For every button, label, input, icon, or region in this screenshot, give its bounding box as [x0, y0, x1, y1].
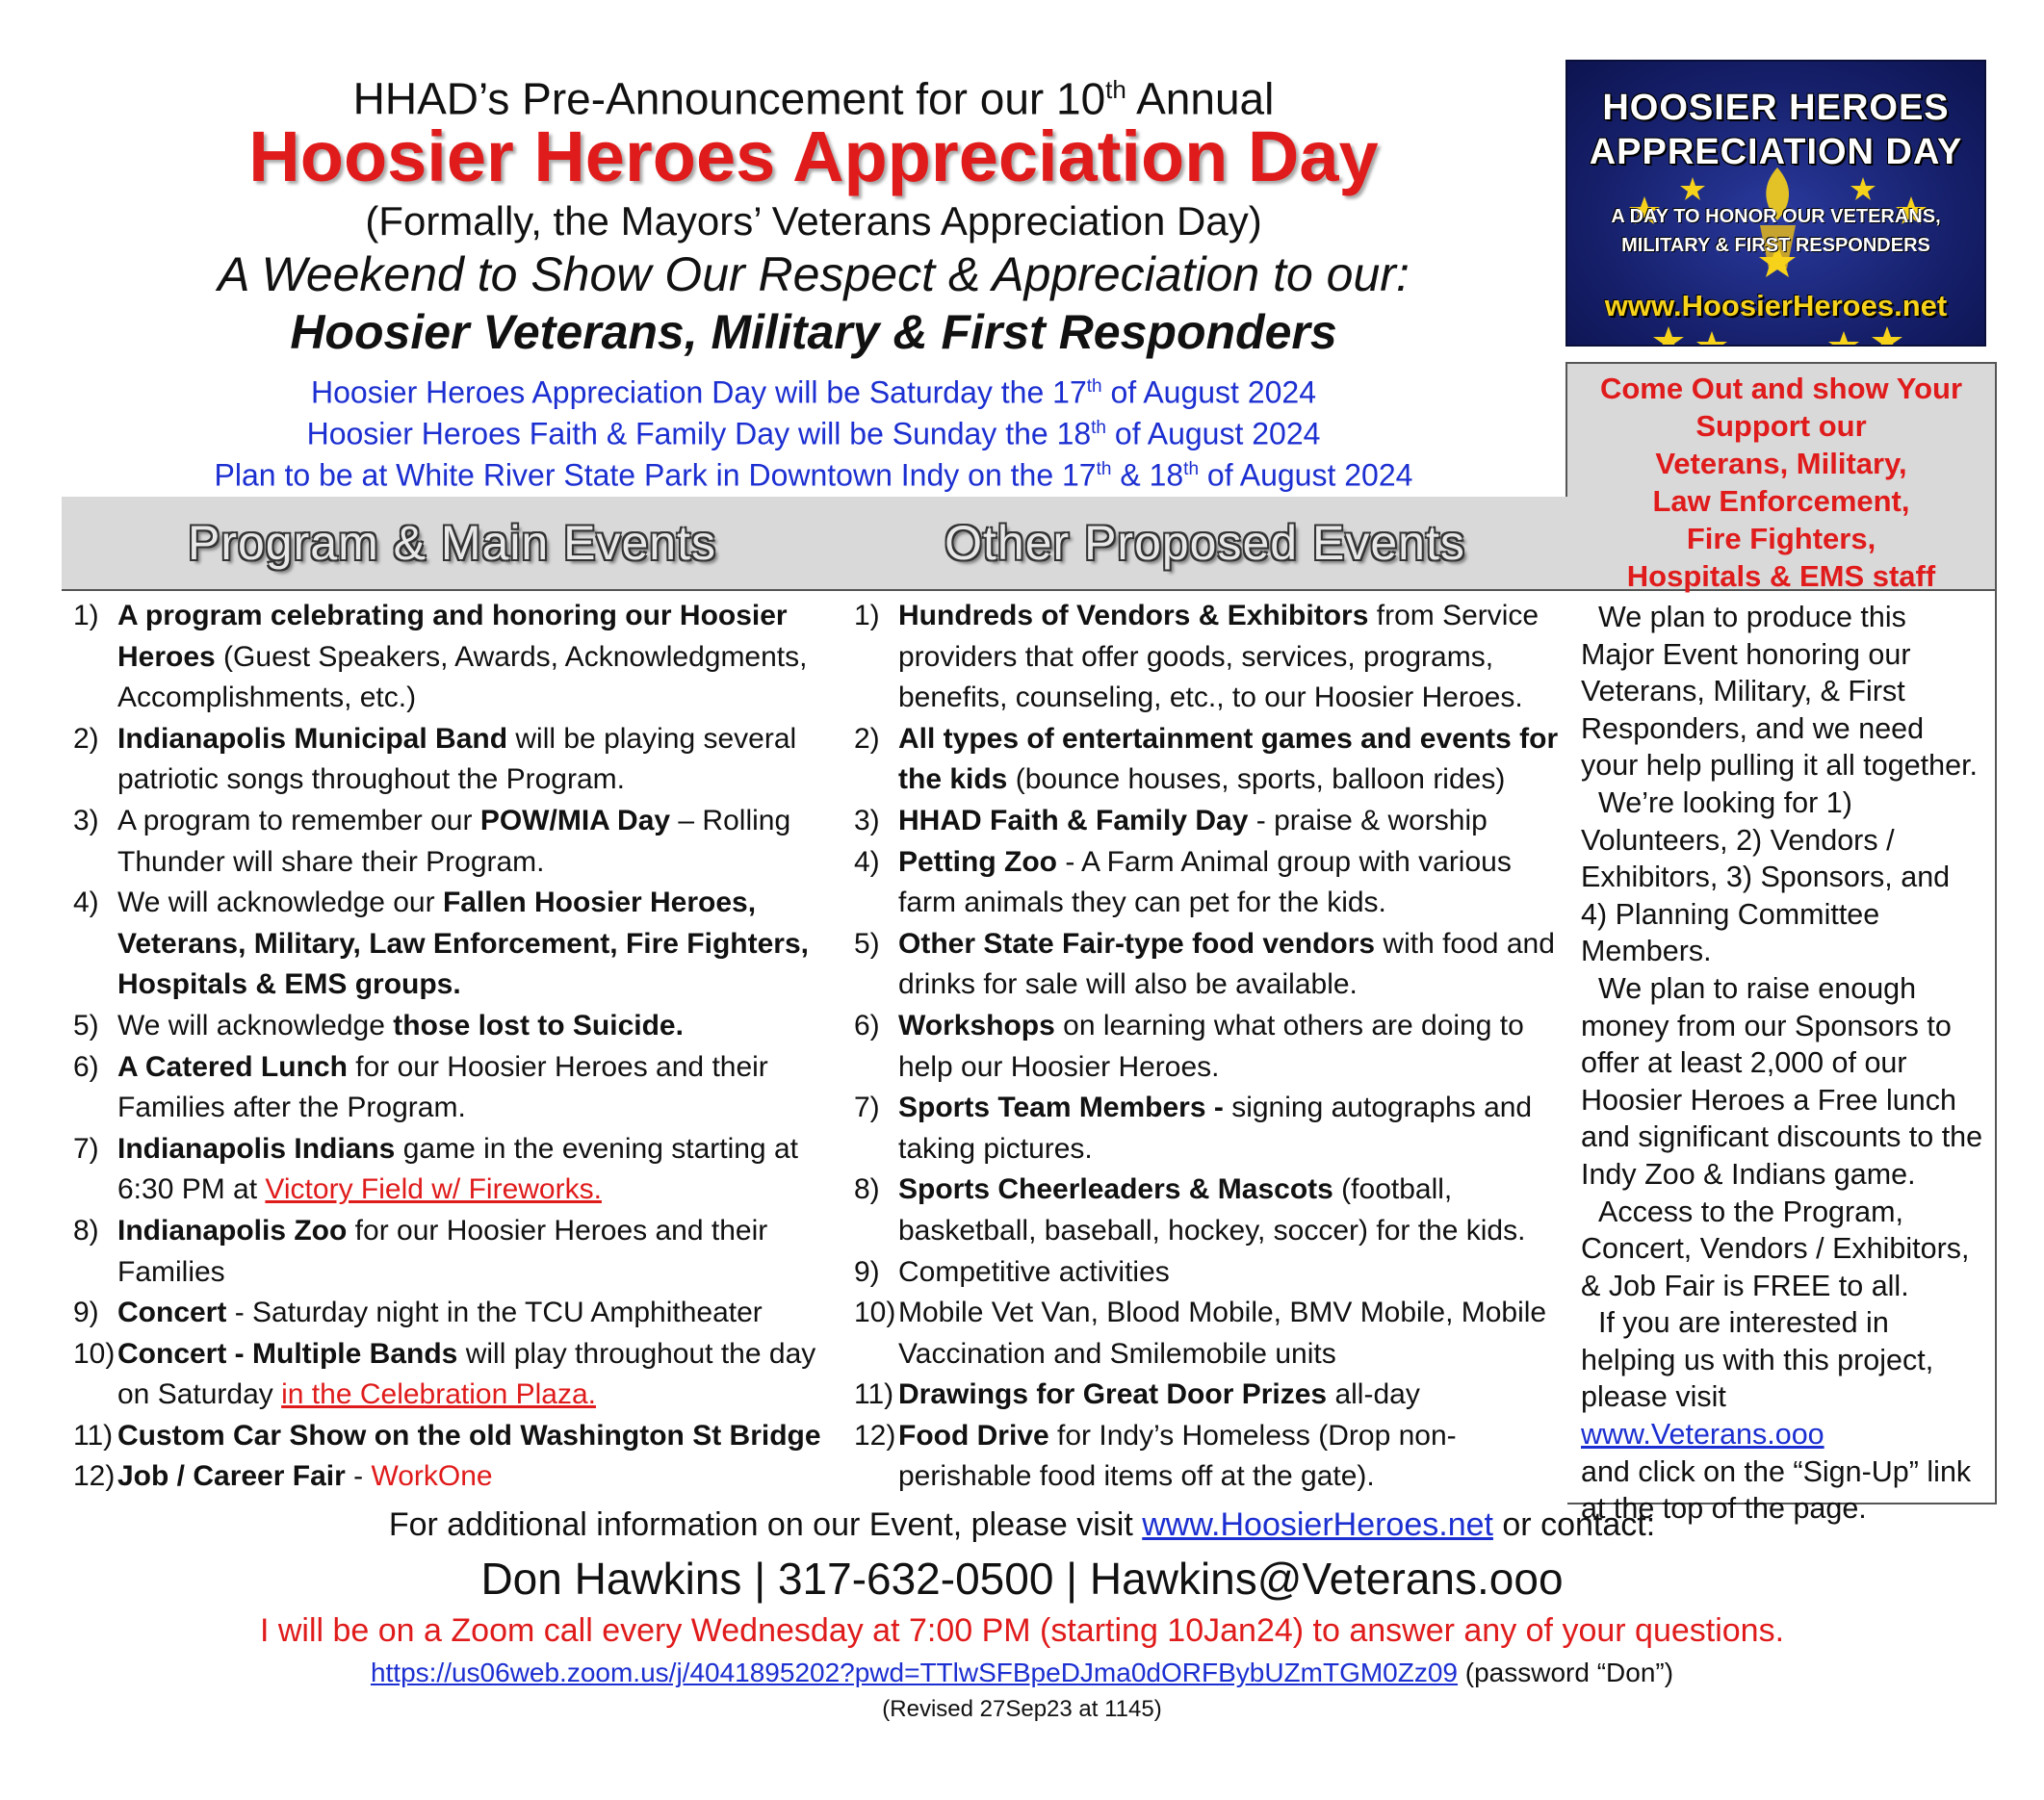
- callout-line: Fire Fighters,: [1686, 522, 1876, 555]
- logo-line-1: HOOSIER HEROES: [1602, 88, 1950, 128]
- event-title: Hoosier Heroes Appreciation Day: [248, 116, 1379, 196]
- list-item: 2) Indianapolis Municipal Band will be playing several patriotic songs throughout the Program.: [73, 722, 797, 796]
- logo-line-2: APPRECIATION DAY: [1589, 132, 1963, 172]
- other-events-heading: Other Proposed Events: [842, 497, 1567, 591]
- list-item: 12) Food Drive for Indy’s Homeless (Drop non-perishable food items off at the gate).: [854, 1419, 1457, 1493]
- callout-line: Hospitals & EMS staff: [1626, 559, 1936, 593]
- logo-subtitle-2: MILITARY & FIRST RESPONDERS: [1621, 235, 1930, 256]
- list-item: 9) Concert - Saturday night in the TCU Amphitheater: [73, 1297, 763, 1329]
- pre-announcement: HHAD’s Pre-Announcement for our 10th Annual: [352, 73, 1275, 124]
- sidebar-paragraph: We plan to produce this Major Event honoring our Veterans, Military, & First Responders, and we need your help pulling it all together.: [1581, 601, 1979, 783]
- sidebar-paragraph: and click on the “Sign-Up” link at the top of the page.: [1581, 1454, 1972, 1526]
- program-list: [62, 596, 842, 1498]
- callout-line: Come Out and show Your: [1599, 372, 1963, 405]
- list-item: 11) Custom Car Show on the old Washington St Bridge: [73, 1419, 821, 1452]
- more-info-line: For additional information on our Event, please visit www.HoosierHeroes.net or contact:: [388, 1506, 1656, 1543]
- callout-line: Veterans, Military,: [1655, 447, 1907, 480]
- list-item: 4) We will acknowledge our Fallen Hoosier Heroes, Veterans, Military, Law Enforcement, Fire Fighters, Hospitals & EMS groups.: [73, 887, 809, 1001]
- list-item: 10) Concert - Multiple Bands will play throughout the day on Saturday in the Celebration Plaza.: [73, 1337, 816, 1411]
- logo-url: www.HoosierHeroes.net: [1604, 289, 1948, 322]
- list-item: 7) Sports Team Members - signing autographs and taking pictures.: [854, 1092, 1533, 1165]
- zoom-password: (password “Don”): [1458, 1658, 1674, 1687]
- list-item: 7) Indianapolis Indians game in the evening starting at 6:30 PM at Victory Field w/ Fireworks.: [73, 1132, 798, 1206]
- sidebar-paragraph: We’re looking for 1) Volunteers, 2) Vendors / Exhibitors, 3) Sponsors, and 4) Planning Committee Members.: [1581, 785, 1951, 968]
- list-item: 6) A Catered Lunch for our Hoosier Heroes and their Families after the Program.: [73, 1050, 768, 1124]
- list-item: 10) Mobile Vet Van, Blood Mobile, BMV Mobile, Mobile Vaccination and Smilemobile units: [854, 1297, 1547, 1370]
- program-heading: Program & Main Events: [62, 497, 844, 591]
- list-item: 2) All types of entertainment games and events for the kids (bounce houses, sports, balloon rides): [854, 722, 1559, 796]
- sidebar-paragraph: We plan to raise enough money from our Sponsors to offer at least 2,000 of our Hoosier Heroes a Free lunch and significant discounts to the Indy Zoo & Indians game.: [1581, 971, 1983, 1191]
- list-item: 4) Petting Zoo - A Farm Animal group with various farm animals they can pet for the kids.: [854, 845, 1512, 919]
- list-item: 9) Competitive activities: [854, 1255, 1170, 1288]
- date-line-sunday: Hoosier Heroes Faith & Family Day will be Sunday the 18th of August 2024: [306, 416, 1321, 451]
- veterans-link[interactable]: www.Veterans.ooo: [1581, 1418, 1824, 1452]
- sidebar-paragraph: If you are interested in helping us with this project, please visit: [1581, 1306, 1934, 1414]
- list-item: 3) A program to remember our POW/MIA Day – Rolling Thunder will share their Program.: [73, 804, 791, 878]
- revised-date: (Revised 27Sep23 at 1145): [882, 1696, 1162, 1722]
- callout-line: Law Enforcement,: [1652, 484, 1910, 518]
- hoosier-heroes-logo: [1565, 60, 1986, 347]
- list-item: 11) Drawings for Great Door Prizes all-day: [854, 1378, 1420, 1411]
- list-item: 12) Job / Career Fair - WorkOne: [73, 1460, 493, 1493]
- list-item: 1) Hundreds of Vendors & Exhibitors from Service providers that offer goods, services, programs, benefits, counseling, etc., to our Hoosier Heroes.: [854, 600, 1539, 714]
- sidebar-callout: [1565, 362, 1997, 591]
- sidebar-paragraph: [1581, 1416, 1983, 1453]
- hoosier-heroes-link[interactable]: www.HoosierHeroes.net: [1142, 1506, 1493, 1543]
- logo-subtitle-1: A DAY TO HONOR OUR VETERANS,: [1611, 206, 1941, 227]
- other-events-column: [842, 591, 1567, 1504]
- date-line-saturday: Hoosier Heroes Appreciation Day will be Saturday the 17th of August 2024: [310, 374, 1317, 410]
- contact-line: Don Hawkins | 317-632-0500 | Hawkins@Veterans.ooo: [480, 1554, 1564, 1604]
- program-column: [62, 591, 844, 1504]
- list-item: 6) Workshops on learning what others are doing to help our Hoosier Heroes.: [854, 1009, 1524, 1083]
- other-events-list: [842, 596, 1567, 1498]
- victory-field-link[interactable]: Victory Field w/ Fireworks.: [265, 1173, 602, 1206]
- list-item: 5) Other State Fair-type food vendors with food and drinks for sale will also be available.: [854, 927, 1555, 1001]
- weekend-tagline: A Weekend to Show Our Respect & Appreciation to our:: [218, 247, 1410, 301]
- sidebar-body: [1565, 589, 1997, 1526]
- list-item: 5) We will acknowledge those lost to Suicide.: [73, 1009, 684, 1041]
- callout-line: Support our: [1695, 409, 1867, 443]
- zoom-link[interactable]: https://us06web.zoom.us/j/4041895202?pwd=TTlwSFBpeDJma0dORFBybUZmTGM0Zz09: [370, 1658, 1458, 1687]
- list-item: 3) HHAD Faith & Family Day - praise & worship: [854, 804, 1488, 836]
- list-item: 8) Indianapolis Zoo for our Hoosier Heroes and their Families: [73, 1214, 768, 1288]
- location-line: Plan to be at White River State Park in Downtown Indy on the 17th & 18th of August 2024: [214, 457, 1413, 493]
- former-name: (Formally, the Mayors’ Veterans Appreciation Day): [365, 198, 1262, 244]
- workone-label: WorkOne: [371, 1460, 493, 1493]
- celebration-plaza-link[interactable]: in the Celebration Plaza.: [281, 1378, 596, 1411]
- zoom-link-line: [0, 1656, 2044, 1690]
- list-item: 1) A program celebrating and honoring our Hoosier Heroes (Guest Speakers, Awards, Acknowledgments, Accomplishments, etc.): [73, 600, 808, 714]
- list-item: 8) Sports Cheerleaders & Mascots (football, basketball, baseball, hockey, soccer) for the kids.: [854, 1173, 1526, 1247]
- honorees-line: Hoosier Veterans, Military & First Responders: [290, 305, 1337, 359]
- zoom-note: I will be on a Zoom call every Wednesday at 7:00 PM (starting 10Jan24) to answer any of your questions.: [259, 1612, 1785, 1649]
- sidebar-paragraph: Access to the Program, Concert, Vendors / Exhibitors, & Job Fair is FREE to all.: [1581, 1195, 1970, 1302]
